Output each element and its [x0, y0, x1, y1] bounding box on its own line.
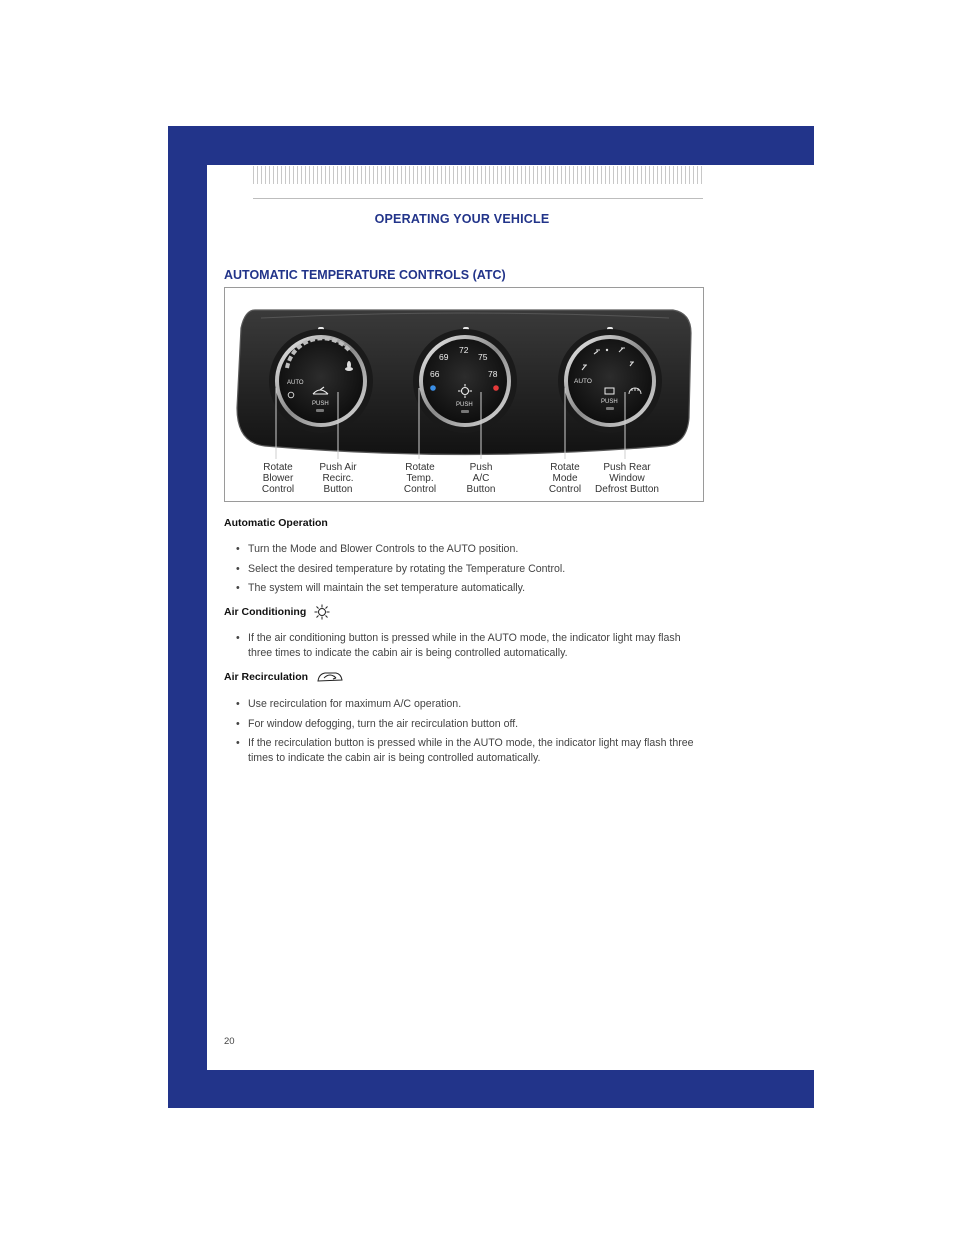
cold-indicator [430, 385, 436, 391]
blower-auto-label: AUTO [287, 380, 304, 386]
temp-78: 78 [488, 369, 498, 379]
callout-push-air-recirc: Push Air Recirc. Button [319, 462, 357, 495]
list-item: • Select the desired temperature by rotating the Temperature Control. [236, 562, 704, 577]
recirculation-icon [316, 670, 344, 684]
blower-knob [269, 329, 373, 433]
callout-rotate-temp: Rotate Temp. Control [403, 462, 437, 495]
atc-control-panel-figure [224, 287, 704, 502]
automatic-operation-list [236, 542, 704, 601]
ac-indicator [461, 410, 469, 413]
air-conditioning-heading-text: Air Conditioning [224, 605, 307, 618]
air-recirculation-heading-text: Air Recirculation [224, 670, 309, 683]
hot-indicator [493, 385, 499, 391]
list-item: • Turn the Mode and Blower Controls to the AUTO position. [236, 542, 704, 557]
temp-75: 75 [478, 352, 488, 362]
atc-title: AUTOMATIC TEMPERATURE CONTROLS (ATC) [224, 268, 506, 282]
callout-rotate-mode: Rotate Mode Control [548, 462, 582, 495]
temp-66: 66 [430, 369, 440, 379]
temp-push-label: PUSH [456, 402, 473, 408]
list-item: • For window defogging, turn the air recirculation button off. [236, 717, 704, 732]
air-recirculation-list [236, 697, 704, 771]
temp-72: 72 [459, 345, 469, 355]
snowflake-icon [314, 604, 330, 620]
air-conditioning-heading [224, 604, 330, 620]
mode-push-label: PUSH [601, 399, 618, 405]
blower-push-label: PUSH [312, 401, 329, 407]
rear-defrost-indicator [606, 407, 614, 410]
mode-auto-label: AUTO [574, 378, 592, 385]
decorative-tick-strip [253, 166, 703, 184]
callout-push-ac: Push A/C Button [466, 462, 496, 495]
air-recirculation-heading [224, 670, 344, 684]
page-number: 20 [224, 1036, 235, 1047]
list-item: • Use recirculation for maximum A/C operation. [236, 697, 704, 712]
list-item: • The system will maintain the set temperature automatically. [236, 581, 704, 596]
header-rule [253, 198, 703, 199]
list-item: • If the recirculation button is pressed while in the AUTO mode, the indicator light may flash three times to indicate the cabin air is being controlled automatically. [236, 736, 704, 766]
callout-rotate-blower: Rotate Blower Control [261, 462, 295, 495]
list-item: • If the air conditioning button is pressed while in the AUTO mode, the indicator light may flash three times to indicate the cabin air is being controlled automatically. [236, 631, 704, 661]
temp-69: 69 [439, 352, 449, 362]
air-conditioning-list [236, 631, 704, 666]
temperature-knob [413, 329, 517, 433]
section-title: OPERATING YOUR VEHICLE [374, 212, 550, 226]
callout-push-rear-defrost: Push Rear Window Defrost Button [595, 462, 659, 495]
mode-knob [558, 329, 662, 433]
automatic-operation-heading: Automatic Operation [224, 517, 328, 529]
recirc-indicator [316, 409, 324, 412]
